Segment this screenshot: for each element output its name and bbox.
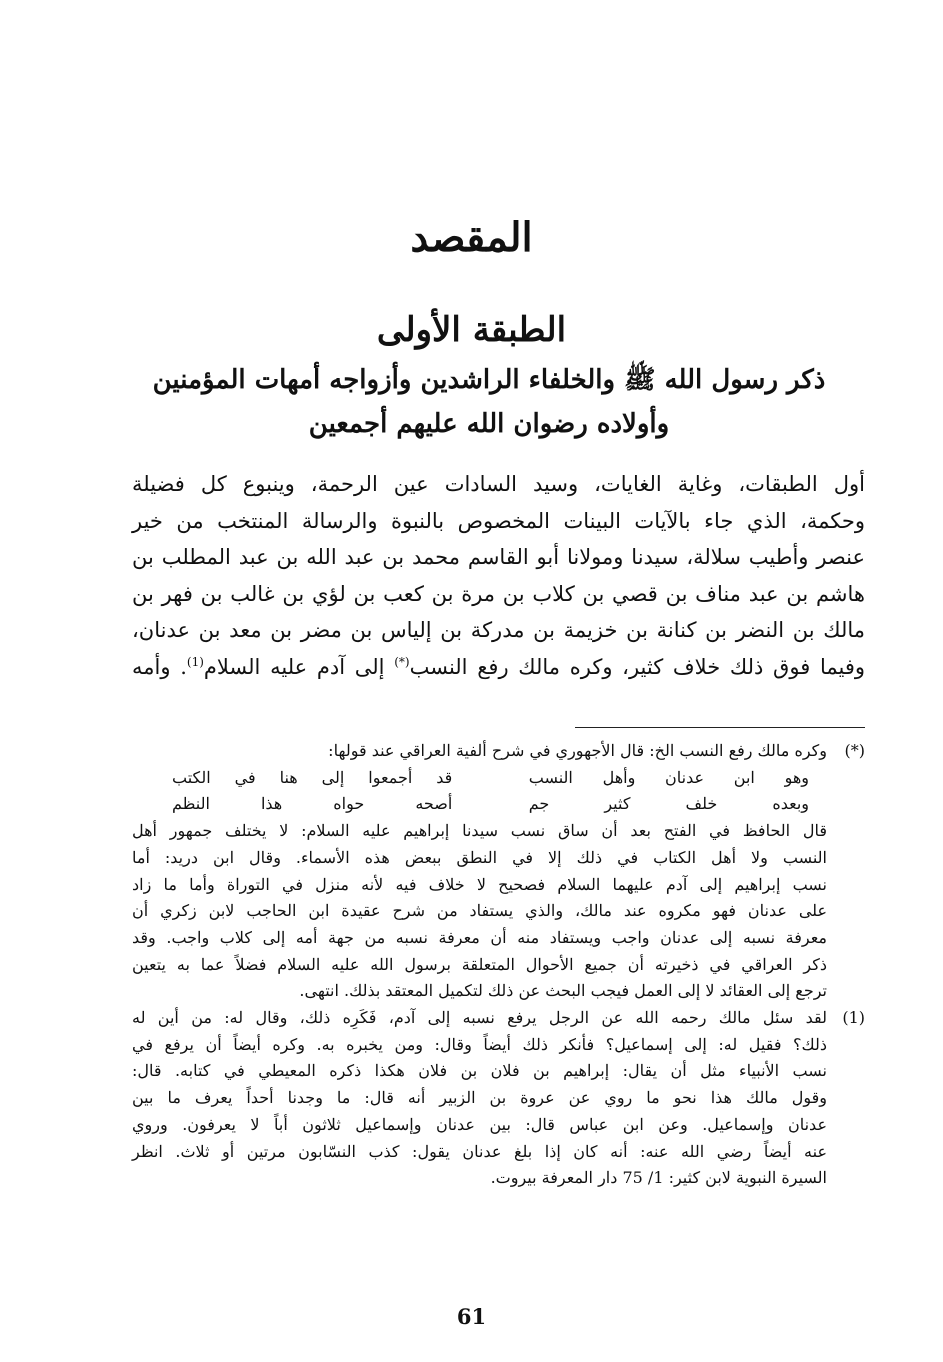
verse-line-1 [132,765,827,792]
subtitle-line-1: ذكر رسول الله ﷺ والخلفاء الراشدين وأزواجه أمهات المؤمنين [152,365,826,395]
footnote-line: قال الحافظ في الفتح بعد أن ساق نسب سيدنا إبراهيم عليه السلام: لا يختلف جمهور أهل [132,821,827,841]
footnote-line: ذكر العراقي في ذخيرته أن جميع الأحوال المتعلقة برسول الله عليه السلام فضلاً عما به يتعين [132,954,827,974]
footnote-line: عنه أيضاً رضي الله عنه: أنه كان إذا بلغ عدنان يقول: كذب النسّابون مرتين أو ثلاث. انظر [132,1141,827,1161]
chapter-subtitle [130,358,848,446]
body-last-part-3: . وأمه [132,654,187,679]
body-last-part-2: إلى آدم عليه السلام [203,654,395,679]
body-line: مالك بن النضر بن كنانة بن خزيمة بن مدركة بن إلياس بن مضر بن معد بن عدنان، [132,618,865,642]
verse-hemistich: قد أجمعوا إلى هنا في الكتب [172,767,453,787]
footnote-1 [132,1005,865,1192]
footnote-star [132,738,865,1005]
footnotes [132,738,865,1192]
footnote-line: معرفة نسبه إلى عدنان واجب ويستفاد منه أن معرفة نسبه من جهة أمه إلى كلاب واجب. وقد [132,927,827,947]
footnote-line: النسب ولا أهل الكتاب في ذلك إلا في النطق ببعض هذه الأسماء. وقال ابن دريد: أما [132,847,827,867]
subtitle-line-2: وأولاده رضوان الله عليهم أجمعين [308,409,670,439]
footnote-separator [575,727,865,728]
verse-line-2 [132,791,827,818]
body-line-last [132,649,865,686]
verse-hemistich: وهو ابن عدنان وأهل النسب [528,767,809,787]
footnote-mark: (*) [844,741,865,760]
footnote-line: على عدنان فهو مكروه عند مالك، والذي يستفاد من شرح عقيدة ابن الحاجب لابن زكري أن [132,901,827,921]
page-number: 61 [456,1304,487,1329]
body-paragraph [132,466,865,685]
body-line: وحكمة، الذي جاء بالآيات البينات المخصوص بالنبوة والرسالة المنتخب من خير [132,508,865,533]
footnote-line: نسب الأنبياء مثل أن يقال: إبراهيم بن فلان بن فلان هكذا ذكره المعيطي في كتابه. قال: [132,1061,827,1081]
section-title: الطبقة الأولى [376,310,567,350]
verse-hemistich: وبعده خلف كثير جم [528,794,809,814]
body-last-part-1: وفيما فوق ذلك خلاف كثير، وكره مالك رفع النسب [409,654,865,679]
footnote-line-last: ترجع إلى العقائد لا إلى العمل فيجب البحث عن ذلك لتكميل المعتقد بذلك. انتهى. [299,981,827,1001]
footnote-ref-1[interactable]: (1) [186,654,204,669]
footnote-line-last: السيرة النبوية لابن كثير: 1/ 75 دار المعرفة بيروت. [490,1168,827,1188]
footnote-line: ذلك؟ فقيل له: إلى إسماعيل؟ فأنكر ذلك أيضاً وقال: ومن يخبره به. وكره أيضاً أن يرفع في [132,1034,827,1054]
footnote-mark: (1) [842,1008,865,1028]
body-line: عنصر وأطيب سلالة، سيدنا ومولانا أبو القاسم محمد بن عبد الله بن عبد المطلب بن [132,545,865,569]
body-line: هاشم بن عبد مناف بن قصي بن كلاب بن مرة بن كعب بن لؤي بن غالب بن فهر بن [132,581,866,606]
footnote-line: عدنان وإسماعيل. وعن ابن عباس قال: بين عدنان وإسماعيل ثلاثون أباً لا يعرفون. وروي [132,1114,827,1134]
footnote-line: وكره مالك رفع النسب الخ: قال الأجهوري في شرح ألفية العراقي عند قولها: [328,741,827,760]
footnote-line: نسب إبراهيم إلى آدم عليهما السلام فصحيح لا خلاف فيه لأنه منزل في التوراة وأما ما زاد [132,874,827,894]
footnote-line: لقد سئل مالك رحمه الله عن الرجل يرفع نسبه إلى آدم، فَكَرِه ذلك، وقال له: من أين له [132,1008,827,1028]
footnote-ref-star[interactable]: (*) [394,654,410,669]
verse-hemistich: أصحه حواه هذا النظم [172,794,453,814]
footnote-line: وقول مالك هذا نحو ما روي عن عروة بن الزبير أنه قال: ما وجدنا أحداً يعرف ما بين [132,1088,827,1108]
main-title: المقصد [410,214,533,261]
body-line: أول الطبقات، وغاية الغايات، وسيد السادات عين الرحمة، وينبوع كل فضيلة [132,472,866,496]
